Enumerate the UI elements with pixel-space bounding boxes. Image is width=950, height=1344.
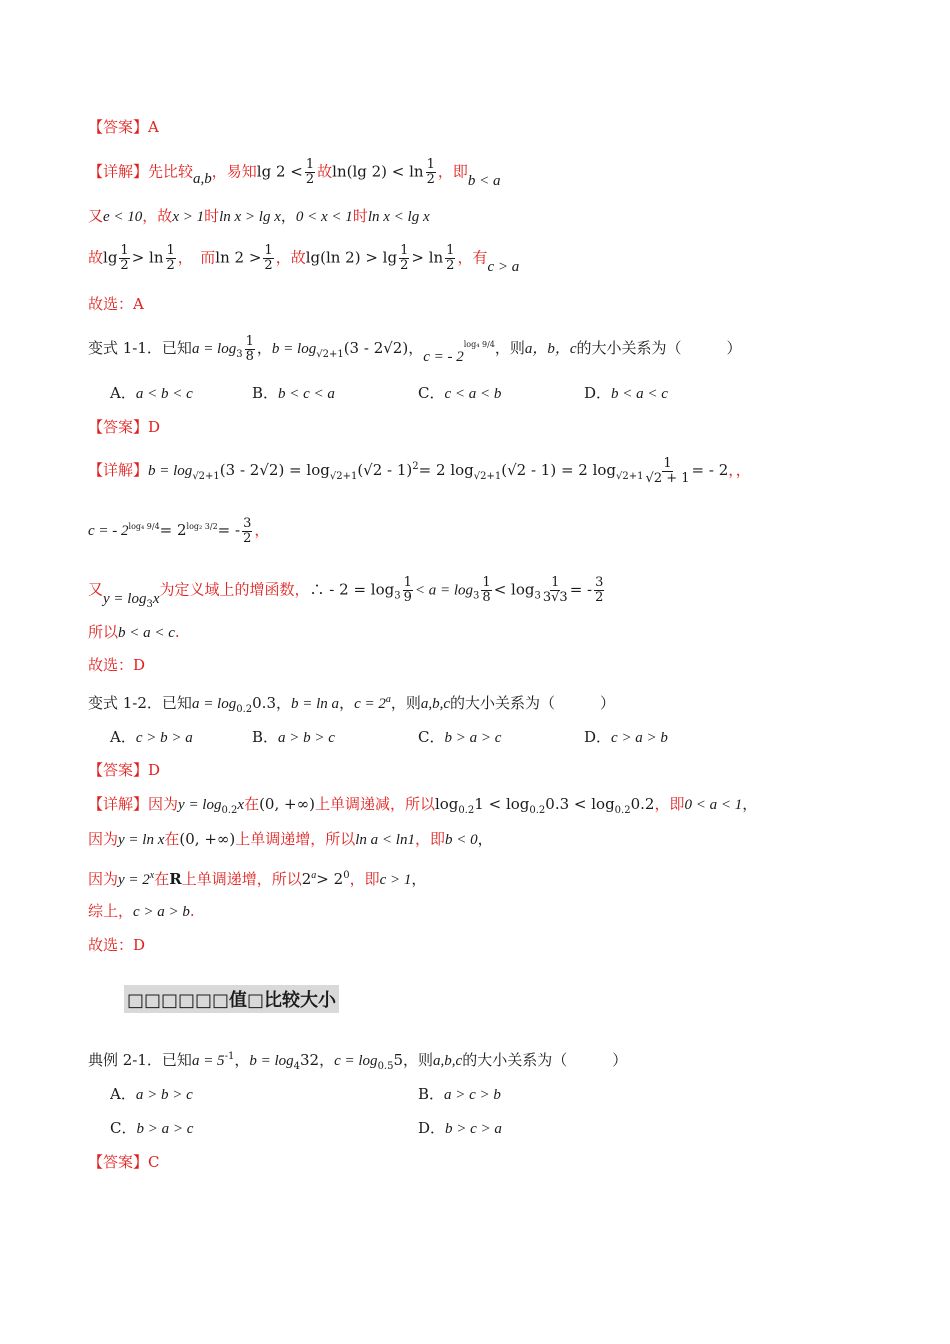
- text: ，则: [403, 1051, 434, 1069]
- example-stem: [88, 1046, 627, 1078]
- math: a = log: [191, 696, 237, 712]
- subscript: 3: [394, 590, 401, 602]
- text: 又: [88, 580, 104, 599]
- math: (√2 - 1) = 2 log: [501, 461, 617, 479]
- text: 先比较: [148, 162, 194, 181]
- denominator: 2: [264, 258, 273, 273]
- variant2-option-d[interactable]: [584, 726, 668, 749]
- math: ln x < lg x: [367, 209, 430, 225]
- denominator: 2: [166, 258, 175, 273]
- fraction: [594, 576, 604, 605]
- text: ，: [411, 870, 427, 888]
- detail-label: 【详解】: [88, 461, 149, 479]
- text: 变式 1-2．已知: [88, 694, 192, 712]
- math: > 2: [316, 870, 344, 888]
- option-label: B．: [252, 728, 279, 746]
- text: ，: [477, 830, 493, 848]
- denominator: 2: [426, 172, 435, 187]
- math: > ln: [131, 248, 164, 267]
- variant1-stem: [88, 334, 742, 366]
- option-label: D．: [418, 1119, 446, 1137]
- subscript: √2+1: [616, 471, 644, 482]
- fraction: [166, 244, 176, 273]
- denominator: 2: [120, 258, 129, 273]
- math: c > a > b: [133, 904, 190, 920]
- variant2-detail-4: [88, 900, 195, 923]
- text: ，则: [494, 339, 525, 357]
- option-label: C．: [110, 1119, 137, 1137]
- math: (3 - 2√2) = log: [219, 461, 330, 479]
- example-option-c[interactable]: [110, 1117, 193, 1140]
- choose-label: 故选：: [88, 656, 134, 674]
- superscript: 2: [412, 461, 419, 472]
- text: 综上，: [88, 902, 134, 920]
- answer-value: C: [148, 1153, 160, 1171]
- example-option-d[interactable]: [418, 1117, 502, 1140]
- fraction: [543, 576, 568, 605]
- numerator: 1: [305, 157, 315, 172]
- math: lg(ln 2) > lg: [305, 248, 398, 267]
- numerator: 1: [166, 243, 175, 258]
- math: b = log: [148, 463, 193, 479]
- option-text: c > b > a: [135, 730, 193, 746]
- text: ，: [742, 795, 758, 813]
- denominator: 3√3: [542, 590, 568, 605]
- option-text: b > c > a: [445, 1121, 502, 1137]
- math: c = - 2: [423, 349, 464, 365]
- denominator: 8: [245, 348, 254, 364]
- text: 故: [88, 248, 104, 267]
- text: 在: [154, 870, 170, 888]
- variant1-detail-1: [88, 456, 751, 488]
- superscript: a: [385, 694, 391, 705]
- math: < log: [493, 580, 535, 599]
- text: ， 而: [177, 248, 216, 267]
- text: .: [174, 623, 180, 641]
- subscript: 3: [146, 598, 153, 610]
- option-label: A．: [110, 384, 136, 402]
- choose-value: D: [133, 656, 146, 674]
- text: 故: [317, 162, 333, 181]
- subscript: 3: [236, 349, 243, 360]
- math: b = log: [271, 341, 317, 357]
- math: c > a: [487, 258, 520, 275]
- math: c = - 2: [88, 523, 129, 539]
- text: 的大小关系为（ ）: [576, 339, 742, 357]
- numerator: 1: [264, 243, 273, 258]
- text: ，，: [728, 461, 751, 479]
- numerator: 3: [595, 575, 604, 590]
- option-text: c < a < b: [444, 386, 502, 402]
- math: ln 2 >: [215, 248, 262, 267]
- option-label: A．: [110, 1085, 136, 1103]
- variant1-option-c[interactable]: [418, 382, 501, 405]
- text: 上单调递增，所以: [235, 830, 356, 848]
- detail-line-1: [88, 158, 501, 187]
- math: < a = log: [414, 582, 474, 599]
- math: 0 < x < 1: [295, 209, 353, 225]
- subscript: 0.2: [529, 805, 546, 816]
- text: ，: [234, 1051, 250, 1069]
- math: > ln: [411, 248, 444, 267]
- subscript: √2+1: [192, 471, 220, 482]
- variant2-stem: [88, 689, 615, 721]
- math: a = 5: [191, 1053, 225, 1069]
- answer-label: 【答案】: [88, 118, 149, 136]
- option-label: C．: [418, 728, 445, 746]
- variant2-answer: [88, 759, 160, 781]
- superscript: log₂ 3/2: [186, 522, 218, 531]
- math: 5: [393, 1051, 404, 1069]
- option-text: a > c > b: [444, 1087, 501, 1103]
- text: ，: [276, 694, 292, 712]
- math: log: [434, 795, 459, 813]
- math: (0, +∞): [259, 795, 315, 813]
- answer-value: D: [148, 418, 161, 436]
- text: 时: [352, 207, 368, 225]
- math: = -: [569, 580, 593, 599]
- math: = 2 log: [418, 461, 474, 479]
- text: 变式 1-1．已知: [88, 339, 192, 357]
- choose-value: D: [133, 936, 146, 954]
- example-option-b[interactable]: [418, 1083, 501, 1106]
- superscript: -1: [224, 1051, 235, 1062]
- text: 为定义域上的增函数，: [159, 580, 310, 599]
- variant1-detail-2: [88, 516, 269, 546]
- superscript: log₄ 9/4: [463, 340, 495, 349]
- math: (0, +∞): [179, 830, 236, 848]
- fraction: [305, 158, 315, 187]
- subscript: 0.5: [377, 1061, 394, 1072]
- answer-value: D: [148, 761, 161, 779]
- variant1-option-d[interactable]: [584, 382, 668, 405]
- math: y = ln x: [118, 832, 165, 848]
- variant1-detail-4: [88, 621, 180, 644]
- option-text: b > a > c: [136, 1121, 194, 1137]
- option-text: a > b > c: [135, 1087, 193, 1103]
- fraction: [426, 158, 436, 187]
- math: a = log: [191, 341, 237, 357]
- subscript: √2+1: [316, 349, 344, 360]
- answer-label: 【答案】: [88, 761, 149, 779]
- fraction: [481, 576, 491, 605]
- math: y = log: [103, 590, 147, 607]
- text: ，: [254, 521, 270, 539]
- fraction: [403, 576, 413, 605]
- text: 的大小关系为（ ）: [462, 1051, 628, 1069]
- numerator: 1: [426, 157, 435, 172]
- math: 0.3: [252, 694, 276, 712]
- math: (3 - 2√2): [343, 339, 409, 357]
- example-option-a[interactable]: [110, 1083, 193, 1106]
- answer-label: 【答案】: [88, 418, 149, 436]
- variant1-detail-3: [88, 576, 606, 608]
- text: ，则: [390, 694, 421, 712]
- variant2-option-c[interactable]: [418, 726, 501, 749]
- math: 1 < log: [474, 795, 530, 813]
- option-text: b < c < a: [278, 386, 335, 402]
- math: lg 2 <: [256, 162, 303, 181]
- math: x: [237, 797, 245, 813]
- choose-label: 故选：: [88, 936, 134, 954]
- fraction: [245, 335, 255, 364]
- choose-line-1: [88, 293, 144, 315]
- variant2-detail-3: [88, 865, 426, 891]
- denominator: 2: [243, 530, 252, 546]
- subscript: √2+1: [473, 471, 502, 482]
- text: ，有: [457, 248, 488, 267]
- text: 时: [204, 207, 220, 225]
- math: x > 1: [172, 209, 205, 225]
- fraction: [399, 244, 409, 273]
- math: a，b，c: [524, 341, 577, 357]
- fraction: [242, 517, 252, 546]
- subscript: 0.2: [614, 805, 631, 816]
- detail-line-2: [88, 205, 430, 228]
- text: 的大小关系为（ ）: [450, 694, 616, 712]
- variant2-option-b[interactable]: [252, 726, 335, 749]
- option-text: c > a > b: [611, 730, 668, 746]
- denominator: 2: [446, 258, 455, 273]
- denominator: 2: [305, 172, 315, 187]
- fraction: [119, 244, 129, 273]
- text: ，即: [414, 830, 445, 848]
- choose-value: A: [133, 295, 144, 313]
- math: e < 10: [103, 209, 143, 225]
- variant1-option-b[interactable]: [252, 382, 335, 405]
- option-label: B．: [252, 384, 279, 402]
- math: = - 2: [691, 461, 729, 479]
- superscript: x: [149, 870, 155, 881]
- subscript: 0.2: [458, 805, 475, 816]
- option-label: C．: [418, 384, 445, 402]
- math: = -: [217, 521, 241, 539]
- variant2-detail-2: [88, 828, 493, 851]
- math: b < a: [467, 172, 501, 189]
- numerator: 1: [400, 243, 409, 258]
- numerator: 1: [403, 575, 412, 590]
- detail-line-3: [88, 244, 519, 273]
- denominator: 8: [482, 590, 491, 605]
- subscript: 3: [473, 590, 480, 602]
- math: y = log: [178, 797, 222, 813]
- subscript: 0.2: [236, 704, 253, 715]
- answer-value: A: [148, 118, 159, 136]
- numerator: 1: [482, 575, 491, 590]
- variant2-choose: [88, 934, 145, 956]
- math: y = 2: [118, 872, 150, 888]
- text: 上单调递减，所以: [314, 795, 435, 813]
- option-text: a < b < c: [135, 386, 193, 402]
- answer-line-1: [88, 116, 159, 138]
- option-label: D．: [584, 384, 612, 402]
- text: ，故: [142, 207, 173, 225]
- option-label: B．: [418, 1085, 445, 1103]
- option-label: A．: [110, 728, 136, 746]
- superscript: log₄ 9/4: [128, 522, 160, 531]
- text: .: [189, 902, 195, 920]
- text: ，: [280, 207, 296, 225]
- text: 在: [244, 795, 260, 813]
- fraction: [646, 457, 690, 486]
- subscript: 0.2: [221, 805, 238, 816]
- numerator: 1: [245, 333, 254, 349]
- math: ln x > lg x: [219, 209, 281, 225]
- math: c = log: [334, 1053, 378, 1069]
- math: a,b: [193, 170, 212, 187]
- text: ，: [319, 1051, 335, 1069]
- math: 0.2: [630, 795, 655, 813]
- text: ，即: [349, 870, 380, 888]
- numerator: 1: [551, 575, 560, 590]
- option-text: a > b > c: [278, 730, 335, 746]
- math: ln a < ln1: [355, 832, 415, 848]
- math: R: [169, 870, 182, 888]
- variant2-option-a[interactable]: [110, 726, 193, 749]
- section-heading: □□□□□□值□比较大小: [124, 985, 339, 1013]
- text: 上单调递增，所以: [181, 870, 302, 888]
- math: ∴ - 2 = log: [309, 580, 395, 599]
- text: ，: [339, 694, 355, 712]
- text: ，即: [654, 795, 685, 813]
- denominator: 2: [595, 590, 604, 605]
- text: 典例 2-1．已知: [88, 1051, 192, 1069]
- numerator: 1: [120, 243, 129, 258]
- math: x: [152, 590, 160, 607]
- text: ，易知: [211, 162, 257, 181]
- option-text: b < a < c: [611, 386, 668, 402]
- math: b < a < c: [118, 625, 175, 641]
- option-text: b > a > c: [444, 730, 502, 746]
- text: 因为: [148, 795, 179, 813]
- text: ，: [256, 339, 272, 357]
- math: b = ln a: [291, 696, 340, 712]
- math: c > 1: [379, 872, 412, 888]
- math: c = 2: [354, 696, 386, 712]
- math: a,b,c: [420, 696, 451, 712]
- text: 又: [88, 207, 104, 225]
- subscript: √2+1: [329, 471, 358, 482]
- math: b = log: [249, 1053, 294, 1069]
- math: 32: [300, 1051, 320, 1069]
- variant2-detail-1: [88, 793, 757, 822]
- option-label: D．: [584, 728, 612, 746]
- subscript: 3: [534, 590, 541, 602]
- math: b < 0: [445, 832, 478, 848]
- math: 2: [301, 870, 312, 888]
- numerator: 3: [243, 515, 252, 531]
- math: = 2: [159, 521, 187, 539]
- detail-label: 【详解】: [88, 162, 149, 181]
- fraction: [263, 244, 273, 273]
- text: ，即: [437, 162, 468, 181]
- text: ，: [408, 339, 424, 357]
- math: a,b,c: [433, 1053, 463, 1069]
- variant1-answer: [88, 416, 160, 438]
- denominator: 9: [403, 590, 412, 605]
- subscript: 4: [293, 1061, 300, 1072]
- text: 因为: [88, 830, 119, 848]
- denominator: 2: [400, 258, 409, 273]
- math: lg: [103, 248, 118, 267]
- math: (√2 - 1): [357, 461, 413, 479]
- fraction: [445, 244, 455, 273]
- text: ，故: [275, 248, 306, 267]
- superscript: 0: [343, 870, 350, 881]
- math: ln(lg 2) < ln: [332, 162, 424, 181]
- text: 所以: [88, 623, 119, 641]
- numerator: 1: [446, 243, 455, 258]
- text: 在: [164, 830, 180, 848]
- math: 0 < a < 1: [684, 797, 743, 813]
- denominator: √2 + 1: [645, 470, 690, 486]
- variant1-option-a[interactable]: [110, 382, 193, 405]
- text: 因为: [88, 870, 119, 888]
- superscript: a: [311, 870, 317, 881]
- answer-label: 【答案】: [88, 1153, 149, 1171]
- choose-label: 故选：: [88, 295, 134, 313]
- example-answer: [88, 1151, 160, 1173]
- numerator: 1: [663, 455, 672, 471]
- math: 0.3 < log: [545, 795, 615, 813]
- detail-label: 【详解】: [88, 795, 149, 813]
- variant1-choose: [88, 654, 145, 676]
